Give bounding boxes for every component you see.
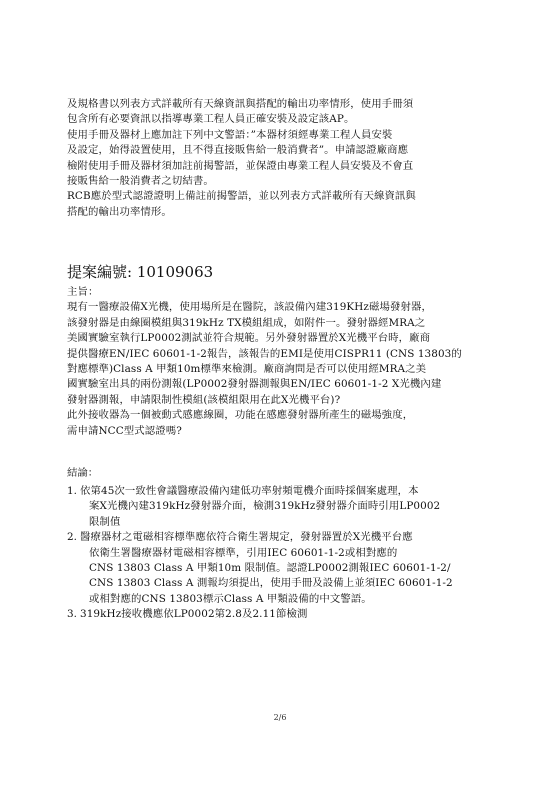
page-number: 2/6: [273, 713, 287, 722]
text-line: 檢附使用手冊及器材須加註前揭警語，並保證由專業工程人員安裝及不會直: [67, 159, 414, 172]
text-line: 319kHz接收機應依LP0002第2.8及2.11節檢測: [80, 608, 308, 621]
list-item-number: 3.: [67, 608, 77, 621]
text-line: 包含所有必要資訊以指導專業工程人員正確安裝及設定該AP。: [67, 113, 355, 126]
list-item-number: 1.: [67, 485, 77, 497]
proposal-heading: 提案編號: 10109063: [67, 263, 214, 281]
list-item-number: 2.: [67, 531, 77, 544]
conclusion-label: 結論：: [67, 467, 99, 479]
text-line: 或相對應的CNS 13803標示Class A 甲類設備的中文警語。: [89, 592, 372, 605]
subject-paragraph: [67, 285, 507, 439]
text-line: 該發射器是由線圈模組與319kHz TX模組組成，如附件一。發射器經MRA之: [67, 316, 426, 329]
text-line: 對應標準)Class A 甲類10m標準來檢測。廠商詢問是否可以使用經MRA之美: [67, 363, 427, 376]
text-line: RCB應於型式認證證明上備註前揭警語，並以列表方式詳載所有天線資訊與: [67, 190, 416, 203]
text-line: 接販售給一般消費者之切結書。: [67, 175, 214, 188]
text-line: 及設定，始得設置使用，且不得直接販售給一般消費者”。申請認證廠商應: [67, 144, 409, 157]
conclusion-list: [67, 484, 507, 623]
text-line: 此外接收器為一個被動式感應線圈，功能在感應發射器所產生的磁場強度，: [67, 409, 414, 422]
text-line: CNS 13803 Class A 測報均須提出，使用手冊及設備上並須IEC 60601-1-2: [89, 577, 453, 590]
text-line: 限制值: [89, 515, 121, 528]
text-line: 醫療器材之電磁相容標準應依符合衛生署規定，發射器置於X光機平台應: [80, 531, 413, 544]
intro-paragraph: [67, 97, 507, 220]
text-line: 依第45次一致性會議醫療設備內建低功率射頻電機介面時採個案處理，本: [80, 485, 419, 497]
text-line: 使用手冊及器材上應加註下列中文警語：”本器材須經專業工程人員安裝: [67, 128, 393, 141]
list-item: [67, 607, 507, 622]
text-line: 美國實驗室執行LP0002測試並符合規範。另外發射器置於X光機平台時，廠商: [67, 332, 431, 345]
text-line: 搭配的輸出功率情形。: [67, 205, 172, 218]
subject-label: 主旨：: [67, 286, 99, 298]
text-line: 及規格書以列表方式詳載所有天線資訊與搭配的輸出功率情形，使用手冊須: [67, 98, 414, 110]
text-line: 國實驗室出具的兩份測報(LP0002發射器測報與EN/IEC 60601-1-2 X光機內建: [67, 378, 442, 391]
text-line: 發射器測報，申請限制性模組(該模組限用在此X光機平台)?: [67, 393, 341, 406]
text-line: 案X光機內建319kHz發射器介面，檢測319kHz發射器介面時引用LP0002: [89, 500, 441, 513]
text-line: 提供醫療EN/IEC 60601-1-2報告，該報告的EMI是使用CISPR11 (CNS 13803的: [67, 347, 462, 360]
text-line: 需申請NCC型式認證嗎?: [67, 424, 182, 437]
text-line: 依衛生署醫療器材電磁相容標準，引用IEC 60601-1-2或相對應的: [89, 546, 398, 559]
list-item: [67, 484, 507, 530]
list-item: [67, 530, 507, 607]
text-line: CNS 13803 Class A 甲類10m 限制值。認證LP0002測報IEC 60601-1-2/: [89, 562, 451, 575]
text-line: 現有一醫療設備X光機，使用場所是在醫院，該設備內建319KHz磁場發射器，: [67, 301, 432, 314]
